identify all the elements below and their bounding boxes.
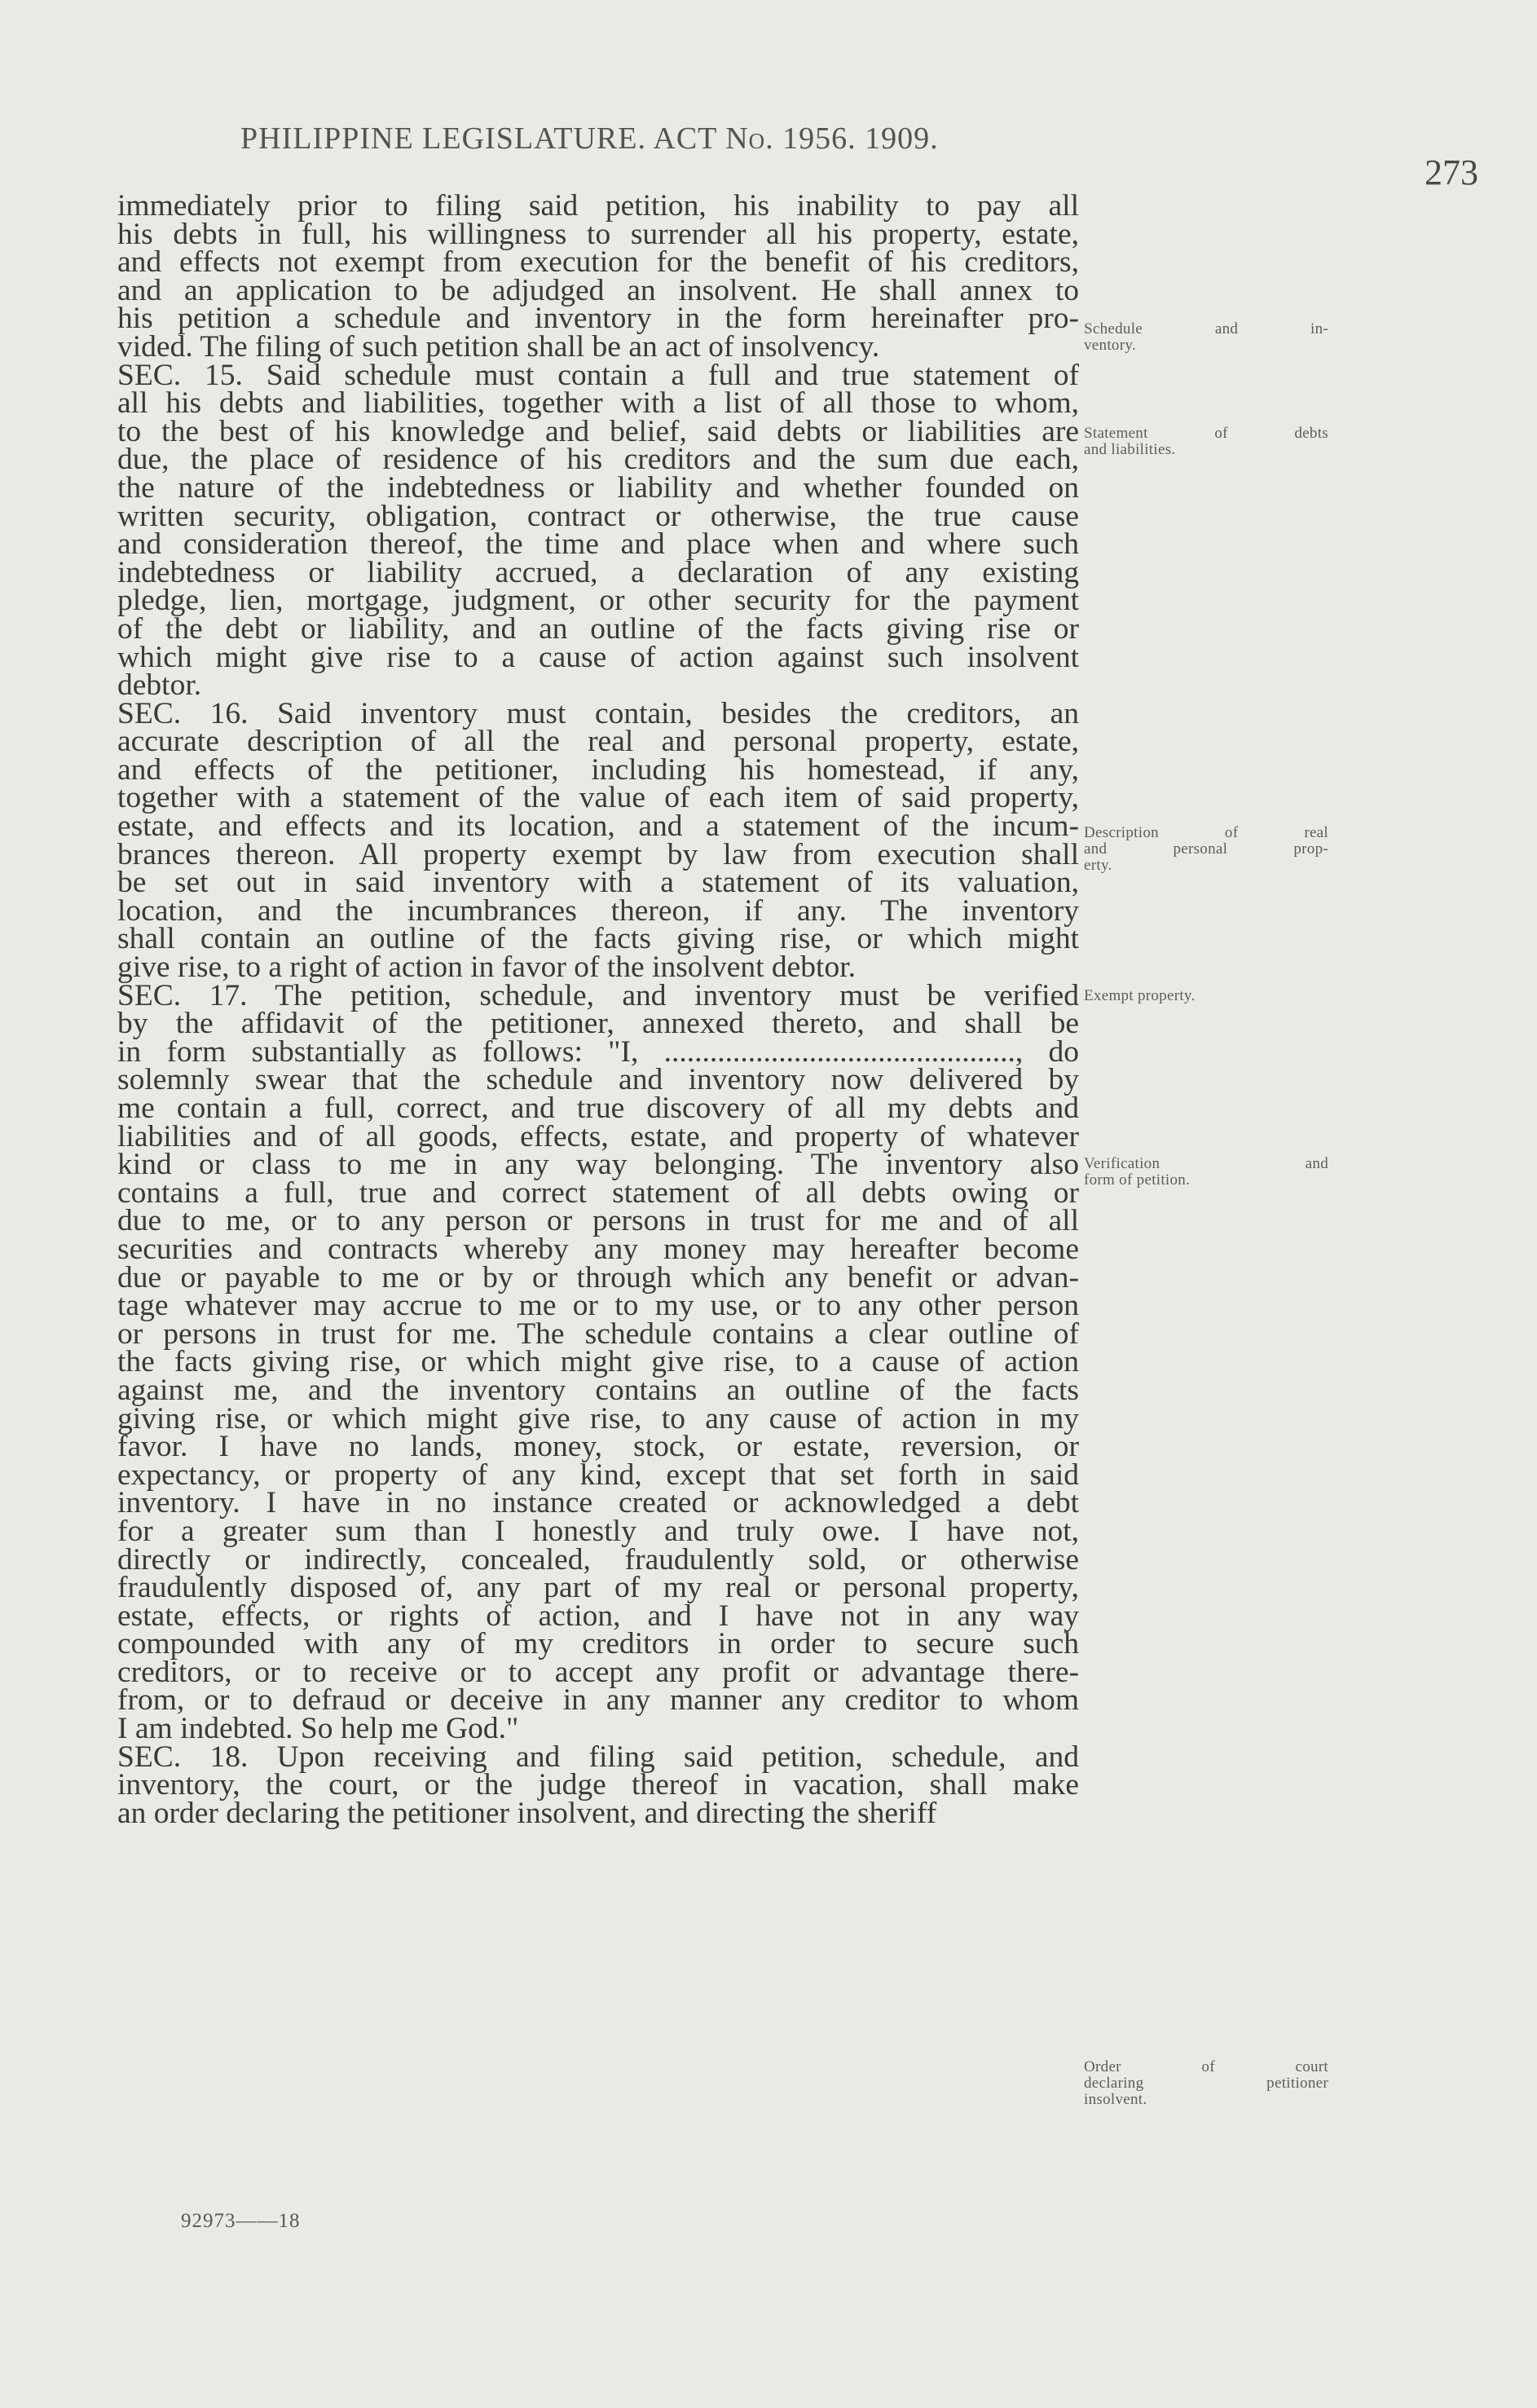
margin-note-line: erty. bbox=[1084, 857, 1112, 874]
body-line: be set out in said inventory with a statement of its valuation, bbox=[117, 866, 1079, 900]
body-line: SEC. 16. Said inventory must contain, besides the creditors, an bbox=[117, 696, 1079, 730]
body-line: to the best of his knowledge and belief, said debts or liabilities are bbox=[117, 414, 1079, 448]
body-line: due, the place of residence of his creditors and the sum due each, bbox=[117, 443, 1079, 477]
body-line: for a greater sum than I honestly and truly owe. I have not, bbox=[117, 1514, 1079, 1548]
margin-note-line: declaring petitioner bbox=[1084, 2075, 1328, 2092]
body-line: solemnly swear that the schedule and inventory now delivered by bbox=[117, 1063, 1079, 1097]
body-line: his petition a schedule and inventory in the form hereinafter pro- bbox=[117, 302, 1079, 336]
margin-note-schedule-and-inventory bbox=[1084, 321, 1328, 354]
body-line: in form substantially as follows: "I, .............................................., do bbox=[117, 1034, 1079, 1069]
body-line: SEC. 15. Said schedule must contain a full and true statement of bbox=[117, 358, 1079, 392]
body-line: accurate description of all the real and personal property, estate, bbox=[117, 725, 1079, 759]
margin-note-line: Description of real bbox=[1084, 824, 1328, 841]
margin-note-statement-of-debts bbox=[1084, 426, 1328, 458]
body-line: brances thereon. All property exempt by law from execution shall bbox=[117, 837, 1079, 871]
body-line: and consideration thereof, the time and place when and where such bbox=[117, 527, 1079, 562]
body-line: and effects of the petitioner, including his homestead, if any, bbox=[117, 752, 1079, 787]
body-line: pledge, lien, mortgage, judgment, or other security for the payment bbox=[117, 584, 1079, 618]
body-line: SEC. 17. The petition, schedule, and inventory must be verified bbox=[117, 978, 1079, 1012]
body-line: give rise, to a right of action in favor of the insolvent debtor. bbox=[117, 950, 857, 985]
body-line: all his debts and liabilities, together with a list of all those to whom, bbox=[117, 386, 1079, 421]
body-text bbox=[117, 189, 1079, 1830]
margin-note-verification bbox=[1084, 1156, 1328, 1189]
margin-note-description-of-property bbox=[1084, 825, 1328, 874]
margin-note-line: form of petition. bbox=[1084, 1171, 1191, 1189]
body-line: favor. I have no lands, money, stock, or estate, reversion, or bbox=[117, 1430, 1079, 1464]
body-line: directly or indirectly, concealed, fraudulently sold, or otherwise bbox=[117, 1542, 1079, 1577]
body-line: from, or to defraud or deceive in any manner any creditor to whom bbox=[117, 1683, 1079, 1718]
body-line: debtor. bbox=[117, 668, 202, 703]
body-line: expectancy, or property of any kind, except that set forth in said bbox=[117, 1458, 1079, 1492]
body-line: I am indebted. So help me God." bbox=[117, 1712, 519, 1746]
margin-note-line: and liabilities. bbox=[1084, 441, 1176, 458]
body-line: against me, and the inventory contains an outline of the facts bbox=[117, 1373, 1079, 1407]
body-line: shall contain an outline of the facts giving rise, or which might bbox=[117, 922, 1079, 956]
body-line: fraudulently disposed of, any part of my real or personal property, bbox=[117, 1571, 1079, 1605]
body-line: written security, obligation, contract or otherwise, the true cause bbox=[117, 499, 1079, 533]
margin-note-line: insolvent. bbox=[1084, 2091, 1147, 2108]
body-line: indebtedness or liability accrued, a declaration of any existing bbox=[117, 555, 1079, 589]
body-line: and effects not exempt from execution for the benefit of his creditors, bbox=[117, 245, 1079, 280]
body-line: SEC. 18. Upon receiving and filing said petition, schedule, and bbox=[117, 1740, 1079, 1774]
page-number: 273 bbox=[1425, 152, 1478, 192]
body-line: liabilities and of all goods, effects, estate, and property of whatever bbox=[117, 1119, 1079, 1153]
body-line: inventory, the court, or the judge thereof in vacation, shall make bbox=[117, 1768, 1079, 1802]
running-head: PHILIPPINE LEGISLATURE. ACT No. 1956. 1909. bbox=[240, 121, 939, 156]
margin-note-order-of-court bbox=[1084, 2059, 1328, 2108]
body-line: estate, and effects and its location, and a statement of the incum- bbox=[117, 809, 1079, 844]
body-line: inventory. I have in no instance created or acknowledged a debt bbox=[117, 1486, 1079, 1520]
body-line: immediately prior to filing said petition, his inability to pay all bbox=[117, 189, 1079, 223]
body-line: me contain a full, correct, and true discovery of all my debts and bbox=[117, 1092, 1079, 1125]
body-line: securities and contracts whereby any money may hereafter become bbox=[117, 1232, 1079, 1266]
body-line: by the affidavit of the petitioner, annexed thereto, and shall be bbox=[117, 1007, 1079, 1041]
body-line: due to me, or to any person or persons in trust for me and of all bbox=[117, 1204, 1079, 1238]
body-line: tage whatever may accrue to me or to my use, or to any other person bbox=[117, 1289, 1079, 1323]
margin-note-line: Order of court bbox=[1084, 2058, 1328, 2075]
body-line: the nature of the indebtedness or liability and whether founded on bbox=[117, 470, 1079, 505]
body-line: estate, effects, or rights of action, and I have not in any way bbox=[117, 1599, 1079, 1633]
body-line: an order declaring the petitioner insolvent, and directing the sheriff bbox=[117, 1796, 937, 1830]
body-line: the facts giving rise, or which might give rise, to a cause of action bbox=[117, 1345, 1079, 1379]
body-line: giving rise, or which might give rise, to any cause of action in my bbox=[117, 1401, 1079, 1436]
margin-note-line: Exempt property. bbox=[1084, 987, 1196, 1004]
body-line: of the debt or liability, and an outline of the facts giving rise or bbox=[117, 611, 1079, 646]
body-line: kind or class to me in any way belonging. The inventory also bbox=[117, 1148, 1079, 1182]
body-line: compounded with any of my creditors in order to secure such bbox=[117, 1627, 1079, 1661]
body-line: vided. The filing of such petition shall be an act of insolvency. bbox=[117, 329, 880, 364]
body-line: his debts in full, his willingness to surrender all his property, estate, bbox=[117, 217, 1079, 251]
printer-signature: 92973——18 bbox=[181, 2210, 301, 2232]
body-line: creditors, or to receive or to accept any profit or advantage there- bbox=[117, 1655, 1079, 1689]
margin-note-line: Statement of debts bbox=[1084, 425, 1328, 442]
margin-note-line: Schedule and in- bbox=[1084, 320, 1328, 337]
body-line: location, and the incumbrances thereon, if any. The inventory bbox=[117, 893, 1079, 928]
body-line: or persons in trust for me. The schedule contains a clear outline of bbox=[117, 1316, 1079, 1351]
body-line: and an application to be adjudged an insolvent. He shall annex to bbox=[117, 273, 1079, 307]
margin-note-exempt-property bbox=[1084, 988, 1328, 1004]
body-line: contains a full, true and correct statement of all debts owing or bbox=[117, 1175, 1079, 1210]
body-line: which might give rise to a cause of action against such insolvent bbox=[117, 640, 1079, 674]
margin-note-line: ventory. bbox=[1084, 337, 1136, 354]
body-line: due or payable to me or by or through which any benefit or advan- bbox=[117, 1260, 1079, 1294]
body-line: together with a statement of the value of each item of said property, bbox=[117, 781, 1079, 815]
margin-note-line: Verification and bbox=[1084, 1155, 1328, 1172]
margin-note-line: and personal prop- bbox=[1084, 840, 1328, 858]
